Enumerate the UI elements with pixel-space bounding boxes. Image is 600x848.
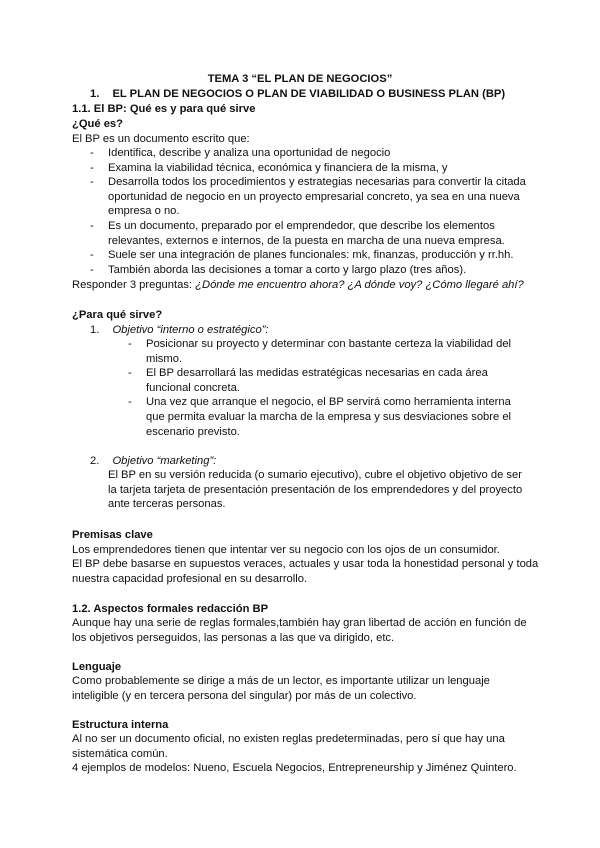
heading-que-es: ¿Qué es? <box>72 118 123 130</box>
intro-text: El BP es un documento escrito que: <box>72 133 250 145</box>
premisas-paragraph-2: El BP debe basarse en supuestos veraces, actuales y usar toda la honestidad personal y toda nuestra capacidad profesional en su desarrollo. <box>72 558 539 585</box>
subsection-1-1: 1.1. El BP: Qué es y para qué sirve <box>72 103 256 115</box>
list-item: - Examina la viabilidad técnica, económica y financiera de la misma, y <box>90 161 532 176</box>
heading-para-que: ¿Para qué sirve? <box>72 309 163 321</box>
heading-estructura: Estructura interna <box>72 719 169 731</box>
section-title: EL PLAN DE NEGOCIOS O PLAN DE VIABILIDAD O BUSINESS PLAN (BP) <box>112 88 506 100</box>
list-item: - Identifica, describe y analiza una oportunidad de negocio <box>90 146 532 161</box>
subsection-1-2: 1.2. Aspectos formales redacción BP <box>72 603 269 615</box>
objective-title: Objetivo “interno o estratégico”: <box>112 324 269 336</box>
list-item: - Suele ser una integración de planes funcionales: mk, finanzas, producción y rr.hh. <box>90 248 532 263</box>
aspectos-paragraph: Aunque hay una serie de reglas formales,también hay gran libertad de acción en función de los objetivos perseguidos, las personas a las que va dirigido, etc. <box>72 617 527 644</box>
definition-list <box>90 146 532 277</box>
list-item: - También aborda las decisiones a tomar a corto y largo plazo (tres años). <box>90 263 532 278</box>
responder-line <box>72 278 560 293</box>
heading-premisas: Premisas clave <box>72 529 153 541</box>
list-item: - Es un documento, preparado por el emprendedor, que describe los elementos relevantes, externos e internos, de la puesta en marcha de una nueva empresa. <box>90 219 532 248</box>
estructura-paragraph-1: Al no ser un documento oficial, no existen reglas predeterminadas, pero sí que hay una sistemática común. <box>72 733 505 760</box>
lenguaje-paragraph: Como probablemente se dirige a más de un lector, es importante utilizar un lenguaje inteligible (y en tercera persona del singular) por más de un colectivo. <box>72 675 490 702</box>
list-item: - El BP desarrollará las medidas estratégicas necesarias en cada área funcional concreta. <box>128 366 516 395</box>
objective-1-heading <box>90 323 269 338</box>
responder-label: Responder 3 preguntas: <box>72 279 196 291</box>
objective-1-list <box>128 337 516 439</box>
objective-number: 1. <box>90 324 100 336</box>
document-title: TEMA 3 “EL PLAN DE NEGOCIOS” <box>207 73 393 85</box>
objective-2-heading <box>90 454 216 469</box>
list-item: - Posicionar su proyecto y determinar con bastante certeza la viabilidad del mismo. <box>128 337 516 366</box>
estructura-paragraph-2: 4 ejemplos de modelos: Nueno, Escuela Negocios, Entrepreneurship y Jiménez Quintero. <box>72 762 517 774</box>
list-item: - Una vez que arranque el negocio, el BP servirá como herramienta interna que permita evaluar la marcha de la empresa y sus desviaciones sobre el escenario previsto. <box>128 395 516 439</box>
list-item: - Desarrolla todos los procedimientos y estrategias necesarias para convertir la citada oportunidad de negocio en un proyecto empresarial concreto, ya sea en una nueva empresa o no. <box>90 175 532 219</box>
section-heading-1 <box>90 87 560 102</box>
objective-2-text: El BP en su versión reducida (o sumario ejecutivo), cubre el objetivo objetivo de ser la tarjeta tarjeta de presentación presentación de los emprendedores y del proyecto ante terceras personas. <box>108 469 523 511</box>
objective-number: 2. <box>90 455 100 467</box>
premisas-paragraph-1: Los emprendedores tienen que intentar ver su negocio con los ojos de un consumidor. <box>72 544 500 556</box>
objective-title: Objetivo “marketing”: <box>112 455 217 467</box>
responder-questions: ¿Dónde me encuentro ahora? ¿A dónde voy? ¿Cómo llegaré ahí? <box>195 279 524 291</box>
heading-lenguaje: Lenguaje <box>72 661 122 673</box>
section-number: 1. <box>90 88 100 100</box>
